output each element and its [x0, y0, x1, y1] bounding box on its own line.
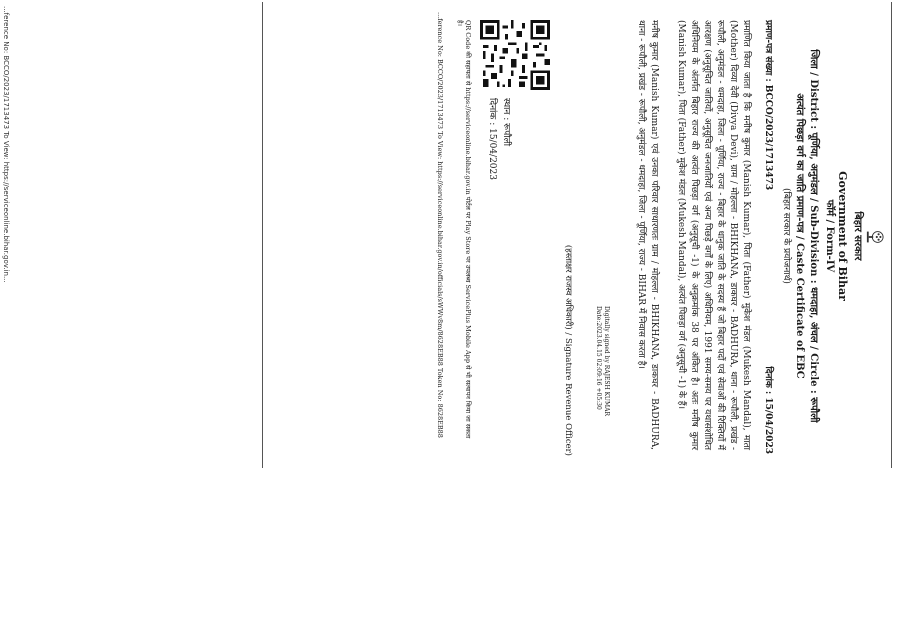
- government-title-hindi: बिहार सरकार: [852, 211, 863, 261]
- reference-verify-line: ...ference No: BCCO/2023/1713473 To View: https://serviceonline.bihar.gov.in/officials/sWWv8m/8628EB88 Token No: 8628EB88: [436, 12, 444, 438]
- qr-verification-note: QR Code की सहायता से https://serviceonline.bihar.gov.in पोर्टल पर Play Store पर उपलब्ध ServicePlus Mobile App से भी सत्यापन किया जा सकता है।: [455, 20, 472, 439]
- certificate-title: अत्यंत पिछड़ा वर्ग का जाति प्रमाण-पत्र / Caste Certificate of EBC: [794, 93, 805, 379]
- certificate-subtitle: (बिहार सरकार के प्रयोजनार्थ): [781, 188, 791, 284]
- digital-signature-block: Digitally signed by RAJESH KUMAR Date:2023.04.15 02:09:16 +05:30: [595, 306, 610, 416]
- certificate-number: प्रमाण-पत्र संख्या : BCCO/2023/1713473: [763, 20, 773, 191]
- government-title-english: Government of Bihar: [836, 171, 849, 301]
- edge-reference-text: ...ference No: BCCO/2023/1713473 To View: https://serviceonline.bihar.gov.in...: [2, 6, 10, 283]
- form-number: फॉर्म / Form-IV: [824, 199, 835, 273]
- issue-place: स्थान : रूपौली: [501, 98, 511, 147]
- issue-date: दिनांक : 15/04/2023: [763, 366, 773, 454]
- bodhi-tree-emblem-icon: [866, 228, 884, 246]
- certificate-body-paragraph: प्रमाणित किया जाता है कि मनीष कुमार (Manish Kumar), पिता (Father) मुकेश मंडल (Mukesh Mandal), माता (Mother) दिव्या देवी (Divya Devi), ग्राम / मोहल्ला - BHIKHANA, डाकघर - BADHURA, थाना - रूपौली, प्रखंड - रूपौली, अनुमंडल - धमदाहा, जिला - पूर्णिया, राज्य - बिहार के धानुक जाति के सदस्य हैं जो बिहार पदों एवं सेवाओं की रिक्तियों में आरक्षण (अनुसूचित जातियों, अनुसूचित जनजातियों एवं अन्य पिछड़े वर्गों के लिए) अधिनियम, 1991 समय-समय पर यथासंशोधित अधिनियम के अंतर्गत बिहार राज्य की अत्यंत पिछड़ा वर्ग (अनुसूची -1) के अनुक्रमांक 38 पर अंकित है। अतः मनीष कुमार (Manish Kumar), पिता (Father) मुकेश मंडल (Mukesh Mandal), अत्यंत पिछड़ा वर्ग (अनुसूची -1) के हैं।: [675, 20, 751, 450]
- certificate-frame: [262, 2, 892, 468]
- signing-officer: (हस्ताक्षर राजस्व अधिकारी) / Signature Revenue Officer): [563, 244, 573, 456]
- bottom-date: दिनांक : 15/04/2023: [487, 98, 497, 180]
- certificate-document: [262, 6, 892, 466]
- left-edge-strip: [0, 0, 12, 472]
- district-line: जिला / District : पूर्णिया, अनुमंडल / Sub-Division : धमदाहा, अंचल / Circle : रूपौली: [808, 49, 819, 423]
- qr-code-icon[interactable]: [480, 20, 550, 90]
- residence-paragraph: मनीष कुमार (Manish Kumar) एवं उनका परिवार साधारणतः ग्राम / मोहल्ला - BHIKHANA, डाकघर - BADHURA, थाना - रूपौली, प्रखंड - रूपौली, अनुमंडल - धमदाहा, जिला - पूर्णिया, राज्य - BIHAR में निवास करता है।: [635, 20, 659, 450]
